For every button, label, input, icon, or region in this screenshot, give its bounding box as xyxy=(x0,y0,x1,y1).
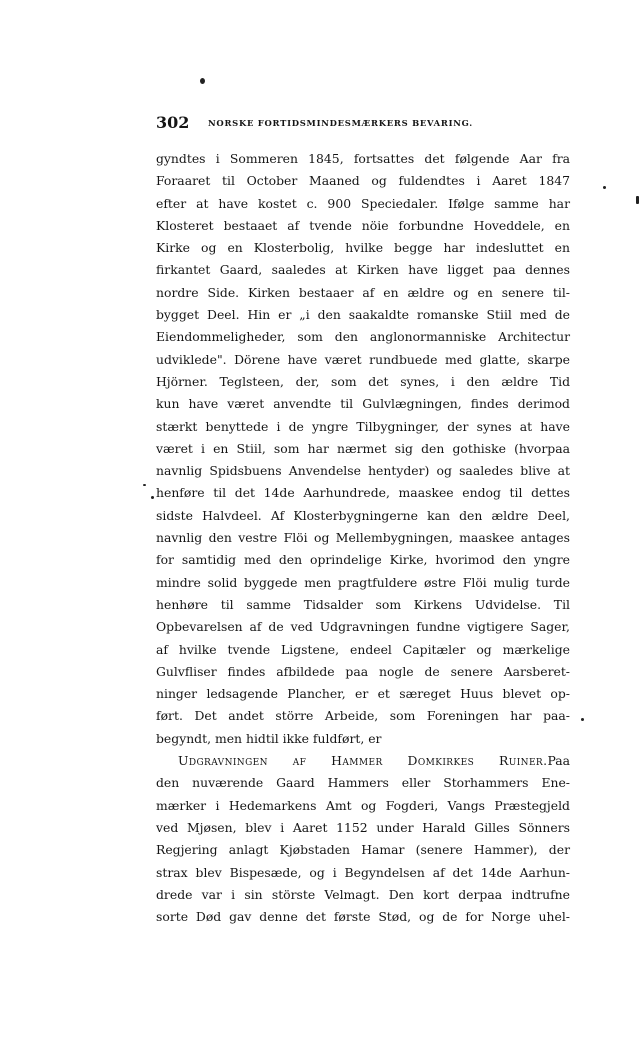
text-line: Gulvfliser findes afbildede paa nogle de senere Aarsberet- xyxy=(156,663,570,679)
text-line: strax blev Bispesæde, og i Begyndelsen af det 14de Aarhun- xyxy=(156,864,570,880)
text-line: af hvilke tvende Ligstene, endeel Capitæler og mærkelige xyxy=(156,641,570,657)
text-line: ført. Det andet större Arbeide, som Foreningen har paa- xyxy=(156,708,570,724)
text-line: navnlig Spidsbuens Anvendelse hentyder) og saaledes blive at xyxy=(156,463,570,479)
text-line: navnlig den vestre Flöi og Mellembygningen, maaskee antages xyxy=(156,530,570,546)
text-line: Kirke og en Klosterbolig, hvilke begge har indesluttet en xyxy=(156,240,570,256)
ink-speck xyxy=(636,196,639,204)
text-line: drede var i sin störste Velmagt. Den kort derpaa indtrufne xyxy=(156,886,570,902)
text-line: for samtidig med den oprindelige Kirke, hvorimod den yngre xyxy=(156,552,570,568)
text-line: henføre til det 14de Aarhundrede, maaskee endog til dettes xyxy=(156,485,570,501)
text-line: Opbevarelsen af de ved Udgravningen fundne vigtigere Sager, xyxy=(156,619,570,635)
text-line: Foraaret til October Maaned og fuldendtes i Aaret 1847 xyxy=(156,173,570,189)
text-line: efter at have kostet c. 900 Speciedaler. Ifølge samme har xyxy=(156,195,570,211)
text-line: nordre Side. Kirken bestaaer af en ældre og en senere til- xyxy=(156,284,570,300)
text-line: mindre solid byggede men pragtfuldere østre Flöi mulig turde xyxy=(156,574,570,590)
text-line: ninger ledsagende Plancher, er et særeget Huus blevet op- xyxy=(156,686,570,702)
text-line: kun have været anvendte til Gulvlægningen, findes derimod xyxy=(156,396,570,412)
section-heading-line xyxy=(156,750,570,772)
text-line: mærker i Hedemarkens Amt og Fogderi, Vangs Præstegjeld xyxy=(156,797,570,813)
ink-speck xyxy=(143,484,146,486)
text-line: Hjörner. Teglsteen, der, som det synes, i den ældre Tid xyxy=(156,373,570,389)
section-heading-continuation: Paa xyxy=(547,753,570,769)
text-line: Regjering anlagt Kjøbstaden Hamar (senere Hammer), der xyxy=(156,842,570,858)
ink-speck xyxy=(603,186,606,189)
text-line: bygget Deel. Hin er „i den saakaldte romanske Stiil med de xyxy=(156,307,570,323)
page-number: 302 xyxy=(156,113,190,132)
text-line: udviklede". Dörene have været rundbuede med glatte, skarpe xyxy=(156,351,570,367)
page-header xyxy=(156,113,570,133)
text-line: været i en Stiil, som har nærmet sig den gothiske (hvorpaa xyxy=(156,440,570,456)
text-line: henhøre til samme Tidsalder som Kirkens Udvidelse. Til xyxy=(156,596,570,612)
text-line: Eiendommeligheder, som den anglonormanniske Architectur xyxy=(156,329,570,345)
section-heading: Udgravningen af Hammer Domkirkes Ruiner. xyxy=(178,753,548,769)
text-line: den nuværende Gaard Hammers eller Storhammers Ene- xyxy=(156,775,570,791)
text-line: firkantet Gaard, saaledes at Kirken have ligget paa dennes xyxy=(156,262,570,278)
body-text xyxy=(156,148,570,928)
ink-speck xyxy=(200,78,205,84)
text-line: gyndtes i Sommeren 1845, fortsattes det følgende Aar fra xyxy=(156,151,570,166)
text-line: begyndt, men hidtil ikke fuldført, er xyxy=(156,730,382,746)
ink-speck xyxy=(581,718,584,721)
text-line: sidste Halvdeel. Af Klosterbygningerne kan den ældre Deel, xyxy=(156,507,570,523)
text-line: stærkt benyttede i de yngre Tilbygninger, der synes at have xyxy=(156,418,570,434)
text-line: sorte Død gav denne det første Stød, og de for Norge uhel- xyxy=(156,909,570,925)
text-line: Klosteret bestaaet af tvende nöie forbundne Hoveddele, en xyxy=(156,217,570,233)
text-line: ved Mjøsen, blev i Aaret 1152 under Harald Gilles Sönners xyxy=(156,819,570,835)
running-head: NORSKE FORTIDSMINDESMÆRKERS BEVARING. xyxy=(208,118,473,128)
ink-speck xyxy=(151,496,154,499)
